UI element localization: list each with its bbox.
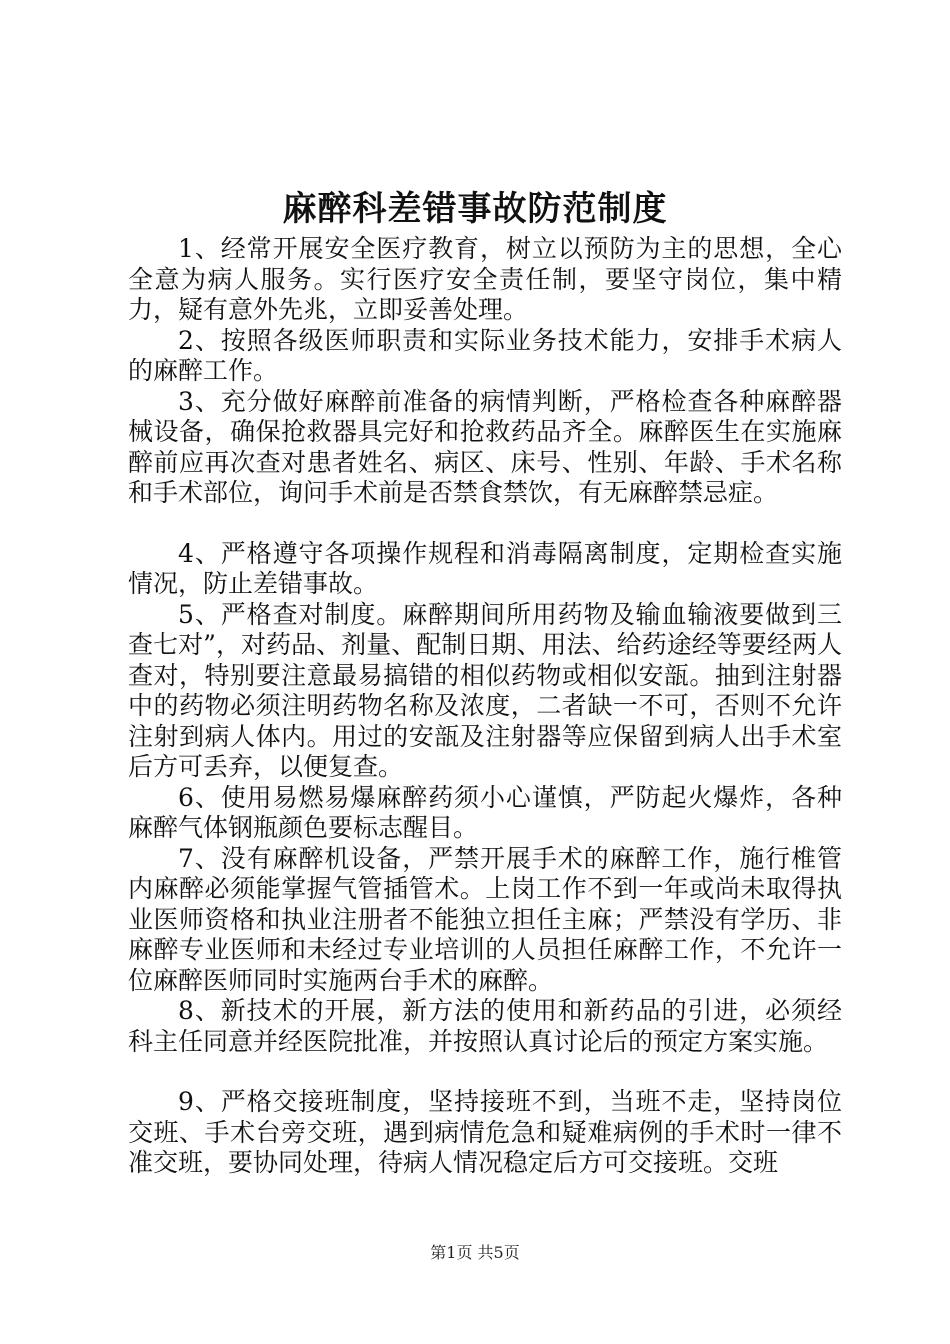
- paragraph-6: 6、使用易燃易爆麻醉药须小心谨慎，严防起火爆炸，各种麻醉气体钢瓶颜色要标志醒目。: [128, 782, 842, 842]
- page-footer: 第1页 共5页: [430, 1243, 520, 1262]
- paragraph-9: 9、严格交接班制度，坚持接班不到，当班不走，坚持岗位交班、手术台旁交班，遇到病情危急和疑难病例的手术时一律不准交班，要协同处理，待病人情况稳定后方可交接班。交班: [128, 1087, 842, 1177]
- paragraph-4: 4、严格遵守各项操作规程和消毒隔离制度，定期检查实施情况，防止差错事故。: [128, 538, 842, 598]
- paragraph-1: 1、经常开展安全医疗教育，树立以预防为主的思想，全心全意为病人服务。实行医疗安全责任制，要坚守岗位，集中精力，疑有意外先兆，立即妥善处理。: [128, 234, 842, 324]
- document-title: 麻醉科差错事故防范制度: [282, 189, 668, 229]
- document-body: [128, 234, 842, 1179]
- paragraph-5: 5、严格查对制度。麻醉期间所用药物及输血输液要做到三查七对”，对药品、剂量、配制日期、用法、给药途经等要经两人查对，特别要注意最易搞错的相似药物或相似安瓿。抽到注射器中的药物必须注明药物名称及浓度，二者缺一不可，否则不允许注射到病人体内。用过的安瓿及注射器等应保留到病人出手术室后方可丢弃，以便复查。: [128, 599, 842, 781]
- paragraph-2: 2、按照各级医师职责和实际业务技术能力，安排手术病人的麻醉工作。: [128, 325, 842, 385]
- paragraph-8: 8、新技术的开展，新方法的使用和新药品的引进，必须经科主任同意并经医院批准，并按照认真讨论后的预定方案实施。: [128, 996, 842, 1056]
- paragraph-7: 7、没有麻醉机设备，严禁开展手术的麻醉工作，施行椎管内麻醉必须能掌握气管插管术。上岗工作不到一年或尚未取得执业医师资格和执业注册者不能独立担任主麻；严禁没有学历、非麻醉专业医师和未经过专业培训的人员担任麻醉工作，不允许一位麻醉医师同时实施两台手术的麻醉。: [128, 843, 842, 995]
- paragraph-3: 3、充分做好麻醉前准备的病情判断，严格检查各种麻醉器械设备，确保抢救器具完好和抢救药品齐全。麻醉医生在实施麻醉前应再次查对患者姓名、病区、床号、性别、年龄、手术名称和手术部位，询问手术前是否禁食禁饮，有无麻醉禁忌症。: [128, 386, 842, 507]
